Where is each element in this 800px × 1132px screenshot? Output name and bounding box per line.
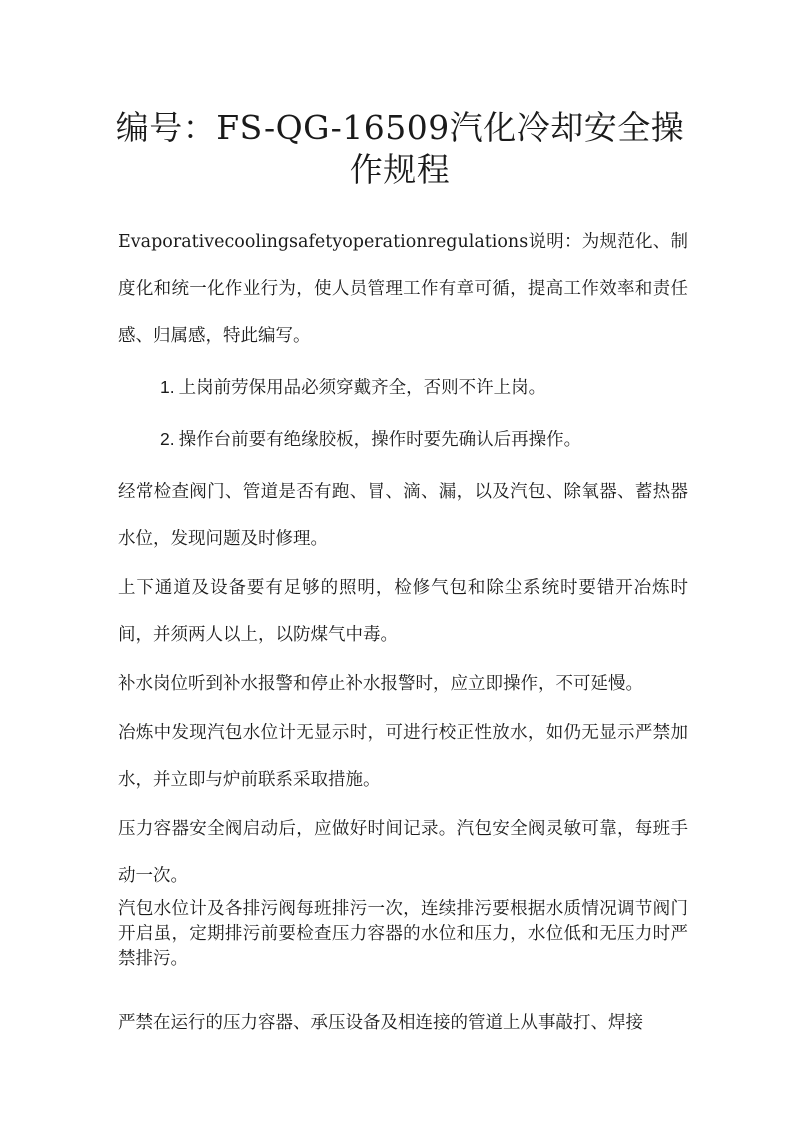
list-item-2 — [160, 426, 700, 453]
intro-paragraph: Evaporativecoolingsafetyoperationregulations说明：为规范化、制度化和统一化作业行为，使人员管理工作有章可循，提高工作效率和责任感、归属感，特此编写。 — [118, 232, 688, 346]
paragraph-water-level: 冶炼中发现汽包水位计无显示时，可进行校正性放水，如仍无显示严禁加水，并立即与炉前联系采取措施。 — [118, 723, 688, 790]
list-item-1 — [160, 374, 700, 401]
paragraph-safety-valve: 压力容器安全阀启动后，应做好时间记录。汽包安全阀灵敏可靠，每班手动一次。 — [118, 819, 688, 886]
list-item-text: 操作台前要有绝缘胶板，操作时要先确认后再操作。 — [178, 430, 582, 450]
paragraph-prohibition: 严禁在运行的压力容器、承压设备及相连接的管道上从事敲打、焊接 — [118, 1013, 643, 1033]
paragraph-blowdown: 汽包水位计及各排污阀每班排污一次，连续排污要根据水质情况调节阀门开启虽，定期排污前要检查压力容器的水位和压力，水位低和无压力时严禁排污。 — [118, 899, 688, 969]
list-item-text: 上岗前劳保用品必须穿戴齐全，否则不许上岗。 — [178, 378, 547, 398]
paragraph-lighting: 上下通道及设备要有足够的照明，检修气包和除尘系统时要错开冶炼时间，并须两人以上，以防煤气中毒。 — [118, 578, 688, 645]
paragraph-alarm: 补水岗位听到补水报警和停止补水报警时，应立即操作，不可延慢。 — [118, 674, 643, 694]
paragraph-inspection: 经常检查阀门、管道是否有跑、冒、滴、漏，以及汽包、除氧器、蓄热器水位，发现问题及时修理。 — [118, 482, 688, 549]
list-item-number: 2. — [160, 429, 175, 449]
document-title: 编号：FS-QG-16509汽化冷却安全操作规程 — [115, 108, 685, 189]
list-item-number: 1. — [160, 377, 175, 397]
